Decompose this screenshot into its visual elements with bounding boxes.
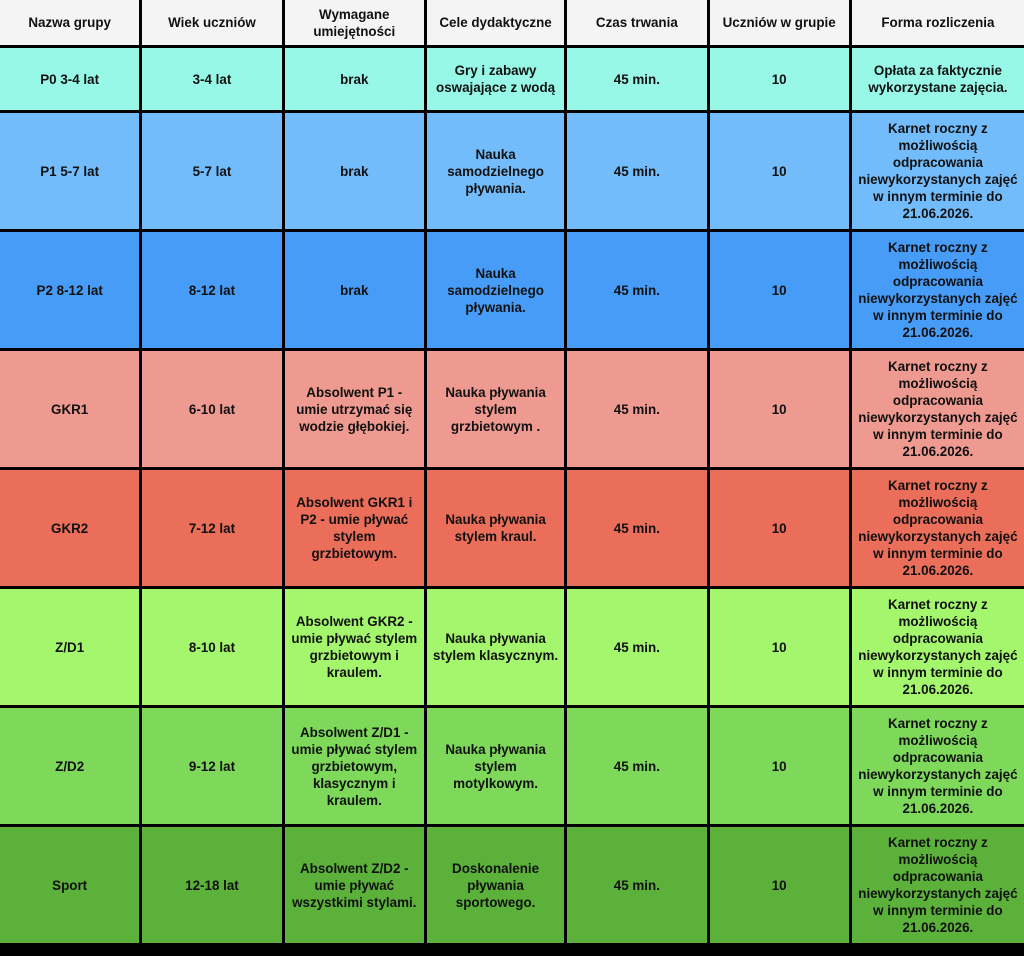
duration-cell: 45 min. <box>567 232 706 348</box>
header-teaching-goals: Cele dydaktyczne <box>427 0 564 45</box>
age-cell: 5-7 lat <box>142 113 281 229</box>
group-name-cell: GKR2 <box>0 470 139 586</box>
skills-cell: Absolwent P1 - umie utrzymać się wodzie głębokiej. <box>285 351 424 467</box>
payment-cell: Opłata za faktycznie wykorzystane zajęcia. <box>852 48 1024 110</box>
age-cell: 6-10 lat <box>142 351 281 467</box>
group-size-cell: 10 <box>710 470 849 586</box>
goals-cell: Nauka pływania stylem grzbietowym . <box>427 351 564 467</box>
goals-cell: Nauka samodzielnego pływania. <box>427 113 564 229</box>
payment-cell: Karnet roczny z możliwością odpracowania niewykorzystanych zajęć w innym terminie do 21.06.2026. <box>852 827 1024 943</box>
skills-cell: brak <box>285 113 424 229</box>
group-size-cell: 10 <box>710 48 849 110</box>
age-cell: 9-12 lat <box>142 708 281 824</box>
goals-cell: Nauka pływania stylem motylkowym. <box>427 708 564 824</box>
duration-cell: 45 min. <box>567 827 706 943</box>
group-size-cell: 10 <box>710 708 849 824</box>
duration-cell: 45 min. <box>567 708 706 824</box>
goals-cell: Nauka samodzielnego pływania. <box>427 232 564 348</box>
header-student-age: Wiek uczniów <box>142 0 281 45</box>
group-size-cell: 10 <box>710 113 849 229</box>
table-row <box>0 708 1024 824</box>
duration-cell: 45 min. <box>567 470 706 586</box>
goals-cell: Nauka pływania stylem kraul. <box>427 470 564 586</box>
duration-cell: 45 min. <box>567 48 706 110</box>
skills-cell: Absolwent Z/D2 - umie pływać wszystkimi stylami. <box>285 827 424 943</box>
header-required-skills: Wymagane umiejętności <box>285 0 424 45</box>
group-name-cell: Z/D2 <box>0 708 139 824</box>
skills-cell: Absolwent GKR1 i P2 - umie pływać stylem grzbietowym. <box>285 470 424 586</box>
payment-cell: Karnet roczny z możliwością odpracowania niewykorzystanych zajęć w innym terminie do 21.06.2026. <box>852 708 1024 824</box>
group-size-cell: 10 <box>710 589 849 705</box>
age-cell: 7-12 lat <box>142 470 281 586</box>
skills-cell: brak <box>285 48 424 110</box>
payment-cell: Karnet roczny z możliwością odpracowania niewykorzystanych zajęć w innym terminie do 21.06.2026. <box>852 589 1024 705</box>
skills-cell: Absolwent Z/D1 - umie pływać stylem grzbietowym, klasycznym i kraulem. <box>285 708 424 824</box>
age-cell: 8-10 lat <box>142 589 281 705</box>
group-name-cell: Z/D1 <box>0 589 139 705</box>
skills-cell: brak <box>285 232 424 348</box>
age-cell: 8-12 lat <box>142 232 281 348</box>
payment-cell: Karnet roczny z możliwością odpracowania niewykorzystanych zajęć w innym terminie do 21.06.2026. <box>852 351 1024 467</box>
payment-cell: Karnet roczny z możliwością odpracowania niewykorzystanych zajęć w innym terminie do 21.06.2026. <box>852 232 1024 348</box>
goals-cell: Doskonalenie pływania sportowego. <box>427 827 564 943</box>
skills-cell: Absolwent GKR2 - umie pływać stylem grzbietowym i kraulem. <box>285 589 424 705</box>
duration-cell: 45 min. <box>567 113 706 229</box>
table-row <box>0 113 1024 229</box>
age-cell: 3-4 lat <box>142 48 281 110</box>
group-name-cell: P1 5-7 lat <box>0 113 139 229</box>
header-students-per-group: Uczniów w grupie <box>710 0 849 45</box>
table-header-row <box>0 0 1024 45</box>
header-duration: Czas trwania <box>567 0 706 45</box>
goals-cell: Nauka pływania stylem klasycznym. <box>427 589 564 705</box>
header-group-name: Nazwa grupy <box>0 0 139 45</box>
group-size-cell: 10 <box>710 351 849 467</box>
table-row <box>0 48 1024 110</box>
group-name-cell: P2 8-12 lat <box>0 232 139 348</box>
goals-cell: Gry i zabawy oswajające z wodą <box>427 48 564 110</box>
table-body <box>0 48 1024 943</box>
age-cell: 12-18 lat <box>142 827 281 943</box>
header-payment-form: Forma rozliczenia <box>852 0 1024 45</box>
group-name-cell: GKR1 <box>0 351 139 467</box>
table-row <box>0 827 1024 943</box>
group-size-cell: 10 <box>710 827 849 943</box>
table-row <box>0 232 1024 348</box>
payment-cell: Karnet roczny z możliwością odpracowania niewykorzystanych zajęć w innym terminie do 21.06.2026. <box>852 470 1024 586</box>
table-row <box>0 589 1024 705</box>
group-size-cell: 10 <box>710 232 849 348</box>
duration-cell: 45 min. <box>567 589 706 705</box>
duration-cell: 45 min. <box>567 351 706 467</box>
table-row <box>0 470 1024 586</box>
group-name-cell: P0 3-4 lat <box>0 48 139 110</box>
table-row <box>0 351 1024 467</box>
group-name-cell: Sport <box>0 827 139 943</box>
payment-cell: Karnet roczny z możliwością odpracowania niewykorzystanych zajęć w innym terminie do 21.06.2026. <box>852 113 1024 229</box>
